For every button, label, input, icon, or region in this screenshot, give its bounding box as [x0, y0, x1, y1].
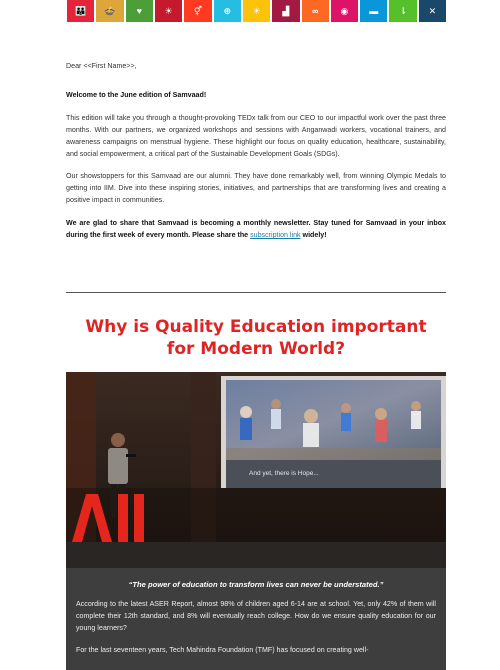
tedx-talk-photo — [66, 372, 446, 568]
tedx-stage-illustration — [66, 372, 446, 568]
climate-action-icon: ⇂ — [389, 0, 416, 22]
reduced-inequalities-icon: ◉ — [331, 0, 358, 22]
feature-title-line-1: Why is Quality Education important — [85, 317, 427, 337]
sdg-icon-strip — [67, 0, 446, 22]
zero-hunger-icon: 🍲 — [96, 0, 123, 22]
feature-text-block — [66, 568, 446, 670]
clean-energy-icon: ☀ — [243, 0, 270, 22]
newsletter-letter — [66, 58, 446, 242]
screen-caption: And yet, there is Hope... — [249, 470, 319, 477]
monthly-announcement — [66, 218, 446, 242]
good-health-icon: ♥ — [126, 0, 153, 22]
partnerships-icon: ✕ — [419, 0, 446, 22]
gender-equality-icon: ⚥ — [184, 0, 211, 22]
announcement-text: We are glad to share that Samvaad is becoming a monthly newsletter. Stay tuned for Samvaad in your inbox during the first week of every month. Please share the — [66, 219, 446, 240]
tmf-paragraph: For the last seventeen years, Tech Mahindra Foundation (TMF) has focused on creating well- — [76, 645, 369, 654]
decent-work-icon: ▟ — [272, 0, 299, 22]
feature-title-line-2: for Modern World? — [166, 339, 346, 360]
alumni-paragraph: Our showstoppers for this Samvaad are our alumni. They have done remarkably well, from winning Olympic Medals to getting into IIM. Dive into these inspiring stories, initiatives, and partnerships that are transforming lives and creating a positive impact in communities. — [66, 172, 446, 205]
sustainable-cities-icon: ▬ — [360, 0, 387, 22]
intro-paragraph: This edition will take you through a thought-provoking TEDx talk from our CEO to our impactful work over the past three months. With our partners, we organized workshops and sessions with Anganwadi workers, vocational trainers, and awareness campaigns on menstrual hygiene. These highlight our focus on quality education, healthcare, sustainability, and social empowerment, a critical part of the Sustainable Development Goals (SDGs). — [66, 113, 446, 158]
clean-water-icon: ⊕ — [214, 0, 241, 22]
welcome-heading: Welcome to the June edition of Samvaad! — [66, 90, 207, 99]
no-poverty-icon: 👪 — [67, 0, 94, 22]
industry-innovation-icon: ∞ — [302, 0, 329, 22]
aser-paragraph: According to the latest ASER Report, almost 98% of children aged 6-14 are at school. Yet, only 42% of them will complete their 12th standard, and 8% will eventually reach college. How do we ensure quality education for our young learners? — [76, 600, 436, 632]
feature-title — [66, 316, 446, 360]
greeting-text: Dear <<First Name>>, — [66, 62, 137, 70]
subscription-link[interactable]: subscription link — [250, 231, 301, 240]
announcement-tail: widely! — [300, 231, 327, 240]
feature-quote: “The power of education to transform lives can never be understated.” — [128, 580, 384, 589]
quality-education-icon: ☀ — [155, 0, 182, 22]
section-divider — [66, 292, 446, 293]
